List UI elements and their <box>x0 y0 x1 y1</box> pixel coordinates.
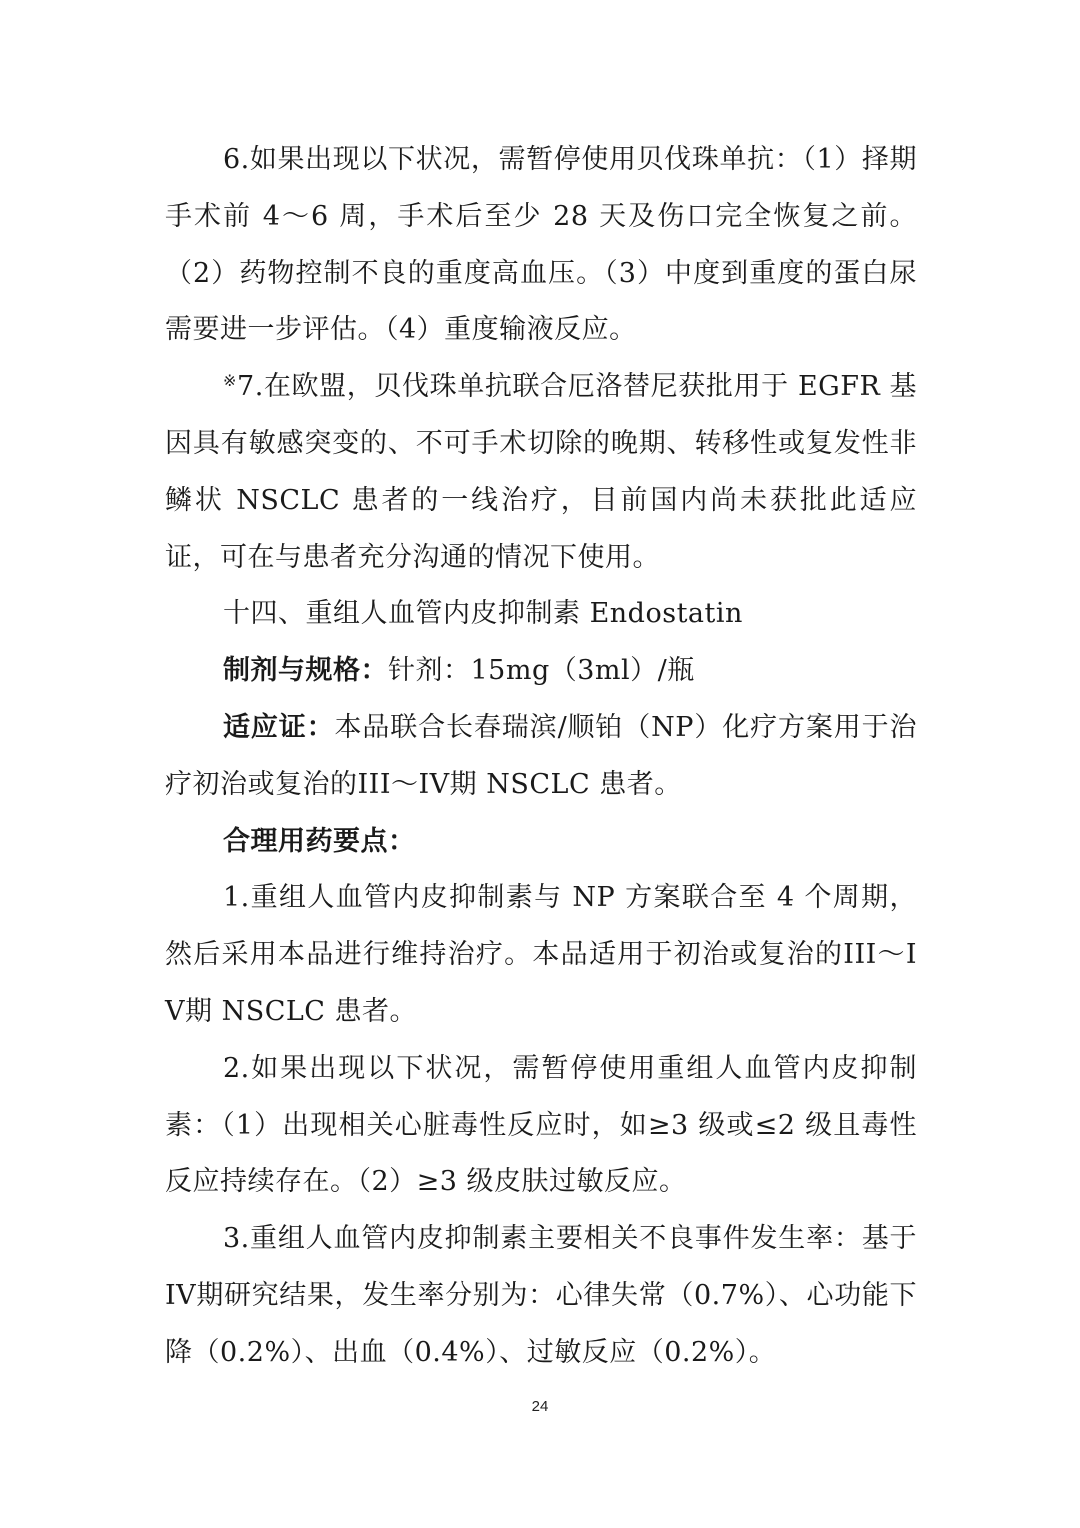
paragraph-point-1: 1.重组人血管内皮抑制素与 NP 方案联合至 4 个周期，然后采用本品进行维持治疗。本品适用于初治或复治的III～IV期 NSCLC 患者。 <box>165 882 917 1027</box>
page-body <box>165 132 917 1382</box>
formulation-label: 制剂与规格： <box>223 655 388 687</box>
paragraph-indication: 适应证：本品联合长春瑞滨/顺铂（NP）化疗方案用于治疗初治或复治的III～IV期 NSCLC 患者。 <box>165 711 918 800</box>
page-number: 24 <box>531 1398 549 1415</box>
key-points-label: 合理用药要点： <box>223 825 416 857</box>
paragraph-bevacizumab-eu-approval: ※7.在欧盟，贝伐珠单抗联合厄洛替尼获批用于 EGFR 基因具有敏感突变的、不可手术切除的晚期、转移性或复发性非鳞状 NSCLC 患者的一线治疗，目前国内尚未获批此适应证，可在与患者充分沟通的情况下使用。 <box>165 371 917 573</box>
paragraph-key-points-heading <box>165 814 917 871</box>
paragraph-formulation: 制剂与规格：针剂：15mg（3ml）/瓶 <box>223 655 695 687</box>
section-heading-endostatin: 十四、重组人血管内皮抑制素 Endostatin <box>223 598 743 630</box>
paragraph-point-2: 2.如果出现以下状况，需暂停使用重组人血管内皮抑制素：（1）出现相关心脏毒性反应时，如≥3 级或≤2 级且毒性反应持续存在。（2）≥3 级皮肤过敏反应。 <box>165 1052 917 1198</box>
paragraph-bevacizumab-suspension: 6.如果出现以下状况，需暂停使用贝伐珠单抗：（1）择期手术前 4～6 周，手术后至少 28 天及伤口完全恢复之前。（2）药物控制不良的重度高血压。（3）中度到重度的蛋白尿需要进一步评估。（4）重度输液反应。 <box>165 144 917 346</box>
paragraph-point-3: 3.重组人血管内皮抑制素主要相关不良事件发生率：基于IV期研究结果，发生率分别为：心律失常（0.7%）、心功能下降（0.2%）、出血（0.4%）、过敏反应（0.2%）。 <box>165 1223 917 1368</box>
indication-label: 适应证： <box>223 711 335 743</box>
reference-mark: ※ <box>223 371 238 391</box>
